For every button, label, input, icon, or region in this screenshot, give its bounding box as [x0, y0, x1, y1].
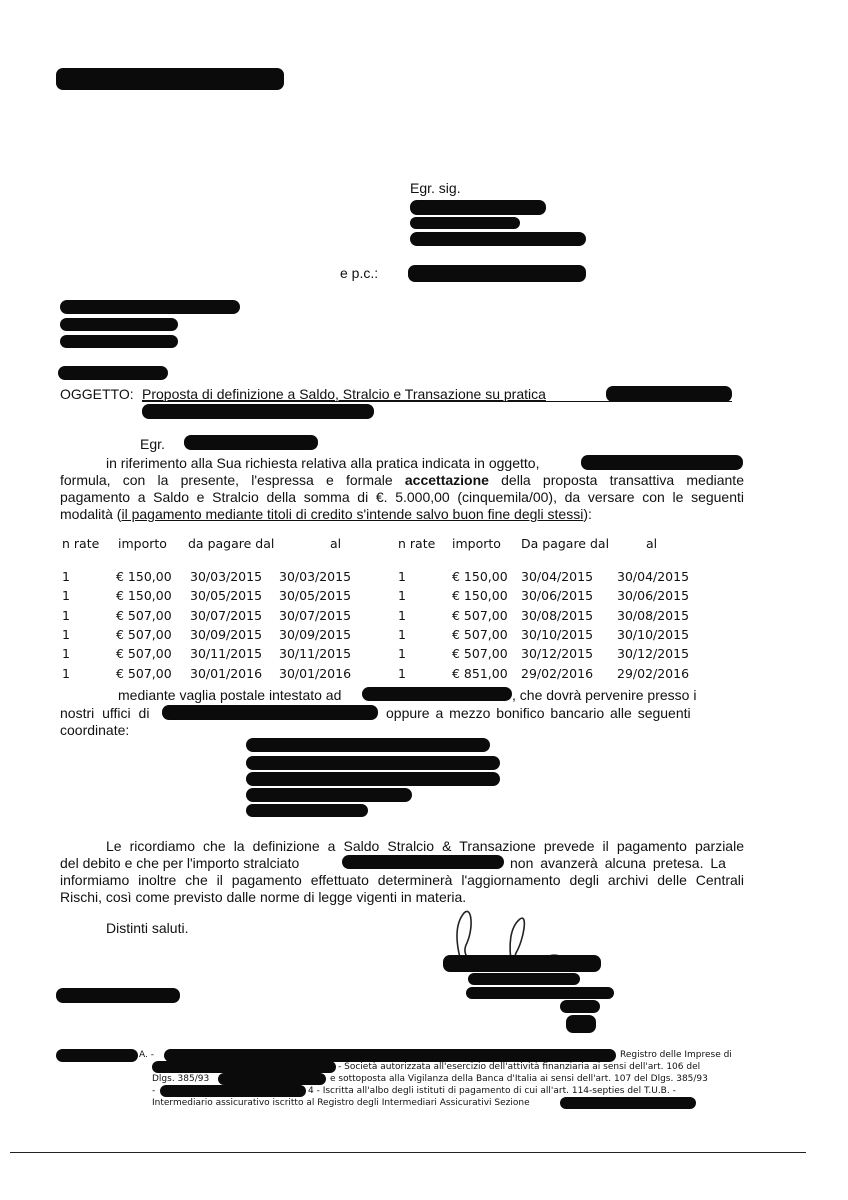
redacted-bank-address	[246, 788, 412, 802]
table-cell: 30/01/2016	[279, 666, 352, 681]
redacted-amount-written-off	[342, 855, 504, 869]
closing-line-2a: del debito e che per l'importo stralciato	[60, 855, 300, 871]
table-cell: € 150,00	[116, 569, 172, 584]
table-cell: € 507,00	[116, 627, 172, 642]
recipient-salutation: Egr. sig.	[410, 180, 461, 196]
redacted-office	[162, 705, 378, 720]
redacted-footer-number	[218, 1073, 326, 1085]
table-cell: 30/10/2015	[617, 627, 690, 642]
table-cell: 30/08/2015	[617, 608, 690, 623]
table-cell: 1	[62, 608, 70, 623]
table-header: da pagare dal	[188, 536, 275, 551]
table-cell: 30/04/2015	[521, 569, 594, 584]
payment-line-2b: oppure a mezzo bonifico bancario alle seguenti	[386, 705, 691, 721]
redacted-bank-name	[246, 772, 500, 786]
table-cell: 1	[62, 569, 70, 584]
table-cell: € 150,00	[452, 588, 508, 603]
table-cell: € 507,00	[452, 608, 508, 623]
table-cell: 30/01/2016	[190, 666, 263, 681]
payment-line-1a: mediante vaglia postale intestato ad	[118, 687, 342, 703]
footer-line-1b: Registro delle Imprese di	[620, 1050, 732, 1060]
table-cell: 30/10/2015	[521, 627, 594, 642]
table-header: al	[330, 536, 342, 551]
table-cell: 30/03/2015	[279, 569, 352, 584]
body-line-3: pagamento a Saldo e Stralcio della somma di €. 5.000,00 (cinquemila/00), da versare con le seguenti	[60, 489, 744, 505]
table-cell: 30/03/2015	[190, 569, 263, 584]
table-cell: 1	[398, 608, 406, 623]
closing-line-1: Le ricordiamo che la definizione a Saldo Stralcio & Transazione prevede il pagamento parziale	[106, 838, 744, 854]
table-cell: 1	[398, 666, 406, 681]
footer-line-4b: 4 - Iscritta all'albo degli istituti di pagamento di cui all'art. 114-septies del T.U.B. -	[308, 1086, 676, 1096]
table-header: importo	[118, 536, 167, 551]
cc-label: e p.c.:	[340, 265, 379, 281]
credit-title-note: il pagamento mediante titoli di credito s'intende salvo buon fine degli stessi	[121, 506, 584, 522]
redacted-footer-registry	[152, 1061, 336, 1073]
greeting: Egr.	[140, 436, 165, 452]
footer-line-4a: -	[152, 1086, 156, 1096]
redacted-company-signature	[443, 955, 601, 972]
body-line-2: formula, con la presente, l'espressa e formale accettazione della proposta transattiva mediante	[60, 472, 744, 488]
table-cell: 30/11/2015	[190, 646, 263, 661]
table-cell: 30/07/2015	[190, 608, 263, 623]
subject-title: Proposta di definizione a Saldo, Stralcio e Transazione su pratica	[142, 386, 546, 402]
table-cell: 30/06/2015	[521, 588, 594, 603]
table-cell: 30/09/2015	[279, 627, 352, 642]
footer-line-3a: Dlgs. 385/93	[152, 1074, 210, 1084]
table-cell: 1	[398, 627, 406, 642]
redacted-bank-city	[246, 804, 368, 817]
table-cell: € 150,00	[116, 588, 172, 603]
bottom-rule	[10, 1152, 806, 1153]
redacted-signature-line-5	[566, 1015, 596, 1033]
table-header: importo	[452, 536, 501, 551]
payment-line-1b: , che dovrà pervenire presso i	[512, 687, 697, 703]
redacted-signature-line-2	[468, 973, 580, 985]
table-cell: 1	[62, 627, 70, 642]
table-cell: 30/12/2015	[521, 646, 594, 661]
table-cell: 29/02/2016	[521, 666, 594, 681]
table-cell: 30/11/2015	[279, 646, 352, 661]
regards: Distinti saluti.	[106, 920, 189, 936]
table-cell: € 507,00	[116, 666, 172, 681]
table-cell: € 507,00	[452, 627, 508, 642]
table-cell: 30/05/2015	[190, 588, 263, 603]
table-cell: 30/08/2015	[521, 608, 594, 623]
table-cell: € 150,00	[452, 569, 508, 584]
redacted-place-date	[56, 988, 180, 1003]
closing-paragraph	[60, 838, 744, 855]
footer-line-1a: A. -	[139, 1050, 154, 1060]
table-header: al	[646, 536, 658, 551]
table-cell: 30/07/2015	[279, 608, 352, 623]
redacted-signature-line-3	[466, 987, 614, 999]
table-cell: 30/12/2015	[617, 646, 690, 661]
table-cell: 1	[62, 666, 70, 681]
table-cell: € 507,00	[116, 608, 172, 623]
body-line-1: in riferimento alla Sua richiesta relativa alla pratica indicata in oggetto,	[106, 455, 540, 471]
table-cell: € 851,00	[452, 666, 508, 681]
table-header: Da pagare dal	[521, 536, 610, 551]
redacted-payee	[362, 687, 512, 701]
table-cell: 1	[62, 588, 70, 603]
table-cell: 29/02/2016	[617, 666, 690, 681]
payment-line-3: coordinate:	[60, 722, 130, 738]
redacted-iban	[246, 738, 490, 752]
table-cell: 30/04/2015	[617, 569, 690, 584]
table-header: n rate	[62, 536, 100, 551]
table-cell: 1	[398, 646, 406, 661]
closing-paragraph-rest	[60, 872, 744, 906]
table-cell: 30/06/2015	[617, 588, 690, 603]
table-cell: 1	[398, 569, 406, 584]
table-header: n rate	[398, 536, 436, 551]
payment-line-2a: nostri uffici di	[60, 705, 150, 721]
closing-line-3: informiamo inoltre che il pagamento effettuato determinerà l'aggiornamento degli archivi delle Centrali	[60, 872, 744, 888]
footer-line-2: - Società autorizzata all'esercizio dell'attività finanziaria ai sensi dell'art. 106 del	[338, 1062, 701, 1072]
table-cell: 30/09/2015	[190, 627, 263, 642]
table-cell: € 507,00	[452, 646, 508, 661]
redacted-footer-ivass	[560, 1097, 696, 1109]
footer-line-5: Intermediario assicurativo iscritto al Registro degli Intermediari Assicurativi Sezione	[152, 1098, 530, 1108]
table-cell: € 507,00	[116, 646, 172, 661]
footer-line-3b: e sottoposta alla Vigilanza della Banca d'Italia ai sensi dell'art. 107 del Dlgs. 385/93	[330, 1074, 708, 1084]
body-line-4: modalità (il pagamento mediante titoli di credito s'intende salvo buon fine degli stessi):	[60, 506, 592, 522]
table-cell: 1	[62, 646, 70, 661]
closing-line-2b: non avanzerà alcuna pretesa. La	[510, 855, 726, 871]
redacted-footer-albo	[160, 1085, 306, 1097]
closing-line-4: Rischi, così come previsto dalle norme di legge vigenti in materia.	[60, 889, 467, 905]
redacted-signature-line-4	[560, 1000, 600, 1013]
table-cell: 30/05/2015	[279, 588, 352, 603]
subject-label: OGGETTO:	[60, 386, 134, 402]
redacted-footer-company	[56, 1049, 138, 1062]
accettazione-bold: accettazione	[404, 472, 489, 488]
table-cell: 1	[398, 588, 406, 603]
redacted-bank-holder	[246, 756, 500, 770]
